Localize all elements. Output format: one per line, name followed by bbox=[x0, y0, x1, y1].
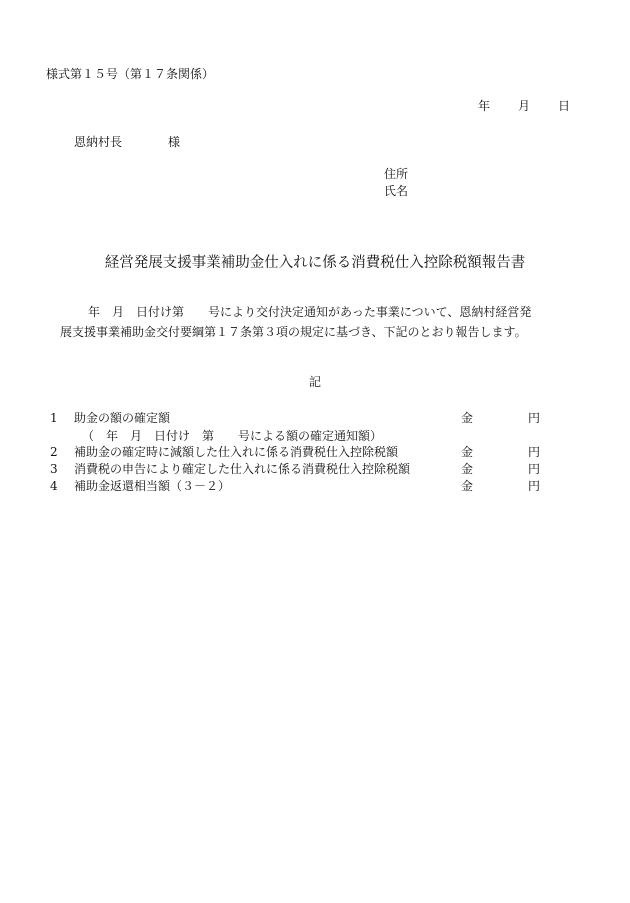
item-4-number: 4 bbox=[50, 479, 58, 493]
form-number: 様式第１５号（第１７条関係） bbox=[46, 67, 215, 81]
item-1-kin: 金 bbox=[461, 411, 474, 425]
date-year-label: 年 bbox=[478, 99, 491, 113]
ki-heading: 記 bbox=[308, 375, 321, 389]
item-3-yen: 円 bbox=[528, 462, 541, 476]
item-4-label: 補助金返還相当額（３－２） bbox=[74, 479, 231, 493]
item-1-label: 助金の額の確定額 bbox=[74, 411, 171, 425]
date-month-label: 月 bbox=[518, 99, 531, 113]
document-title: 経営発展支援事業補助金仕入れに係る消費税仕入控除税額報告書 bbox=[104, 255, 526, 271]
date-day-label: 日 bbox=[558, 99, 571, 113]
item-1-subnote: （ 年 月 日付け 第 号による額の確定通知額） bbox=[82, 429, 383, 443]
item-4-yen: 円 bbox=[528, 479, 541, 493]
item-2-number: 2 bbox=[50, 445, 58, 459]
item-3-label: 消費税の申告により確定した仕入れに係る消費税仕入控除税額 bbox=[74, 462, 411, 476]
item-4-kin: 金 bbox=[461, 479, 474, 493]
honorific: 様 bbox=[168, 135, 181, 149]
item-1-number: 1 bbox=[50, 411, 58, 425]
item-3-kin: 金 bbox=[461, 462, 474, 476]
item-2-label: 補助金の確定時に減額した仕入れに係る消費税仕入控除税額 bbox=[74, 445, 399, 459]
body-text-line-2: 展支援事業補助金交付要綱第１７条第３項の規定に基づき、下記のとおり報告します。 bbox=[60, 325, 527, 339]
addressee: 恩納村長 bbox=[74, 135, 123, 149]
item-1-yen: 円 bbox=[528, 411, 541, 425]
name-label: 氏名 bbox=[384, 184, 409, 198]
item-3-number: 3 bbox=[50, 462, 58, 476]
address-label: 住所 bbox=[384, 167, 409, 181]
item-2-kin: 金 bbox=[461, 445, 474, 459]
body-text-line-1: 年 月 日付け第 号により交付決定通知があった事業について、恩納村経営発 bbox=[88, 305, 532, 319]
item-2-yen: 円 bbox=[528, 445, 541, 459]
